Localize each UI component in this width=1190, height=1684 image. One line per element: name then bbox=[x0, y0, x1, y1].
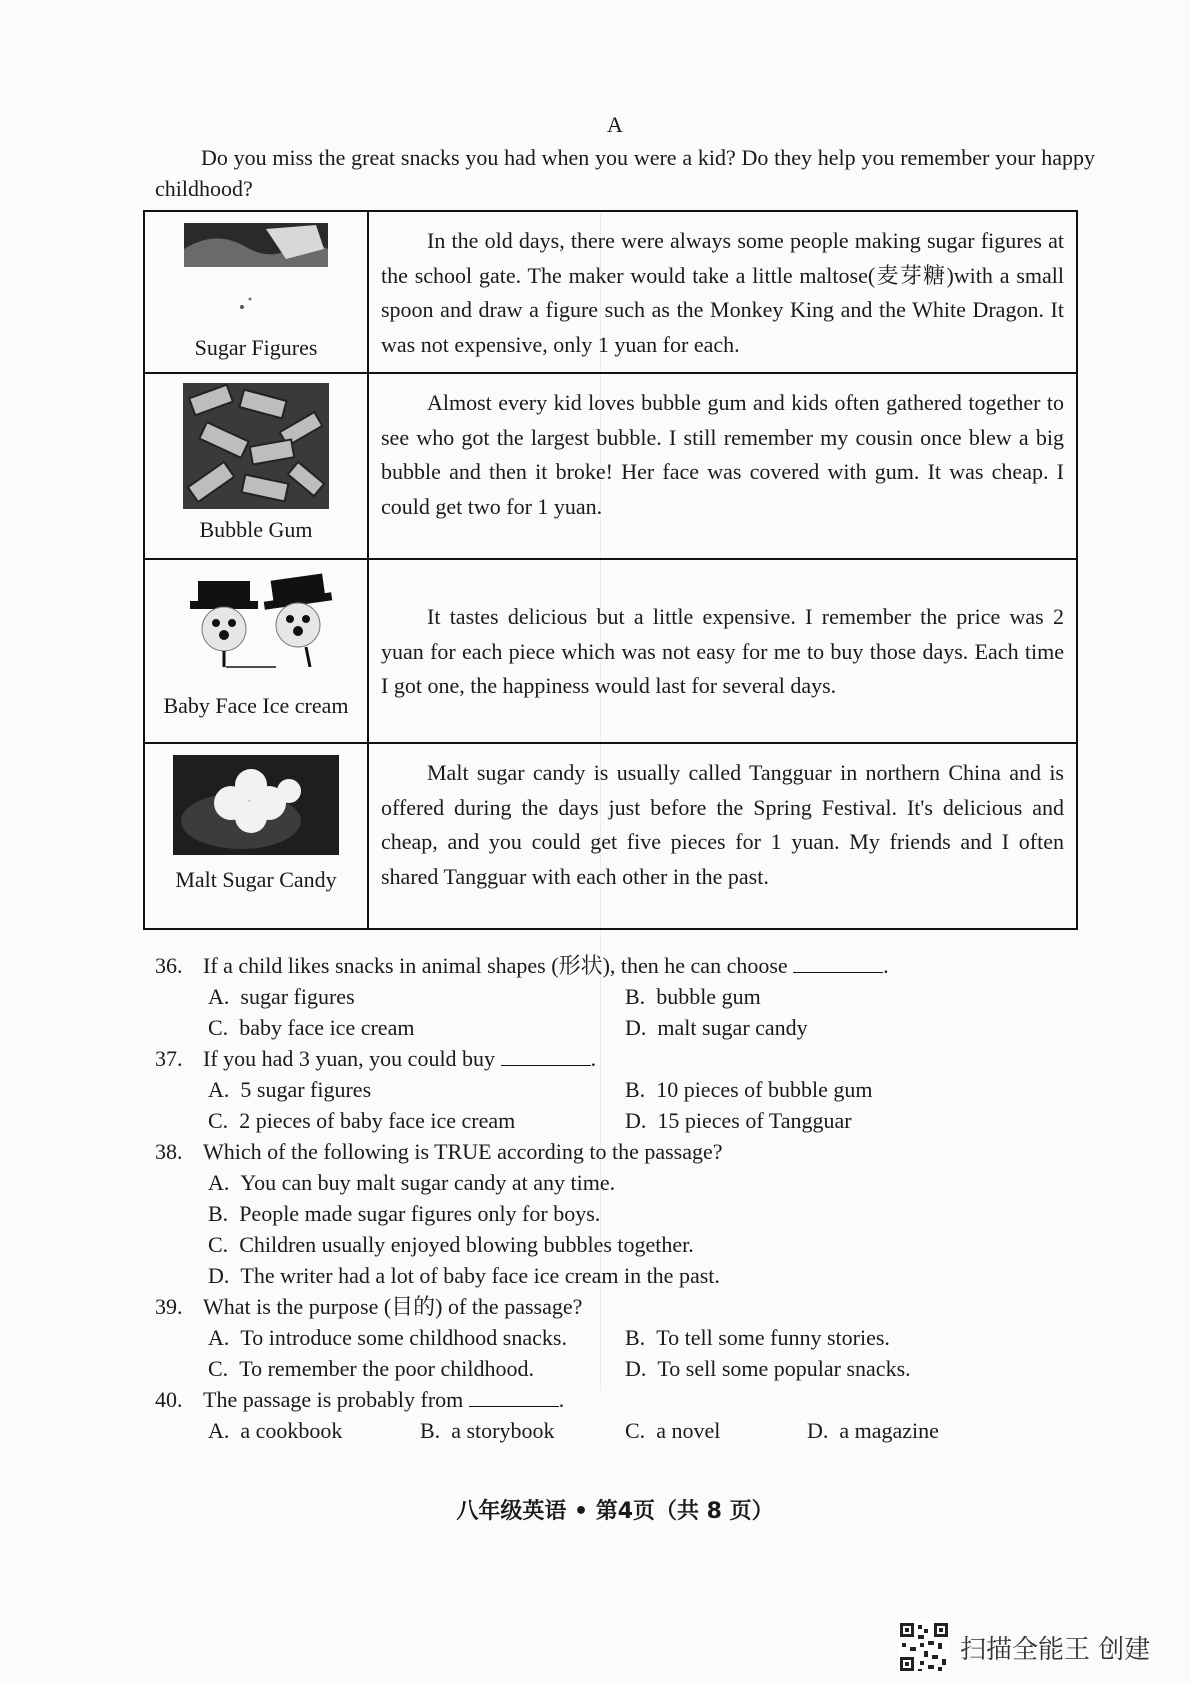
snack-description: In the old days, there were always some people making sugar figures at the school gate. The maker would take a little maltose(麦芽糖)with a small spoon and draw a figure such as the Monkey King and the White Dragon. It was not expensive, only 1 yuan for each. bbox=[368, 211, 1077, 373]
snacks-table bbox=[143, 210, 1078, 930]
option-text: 10 pieces of bubble gum bbox=[656, 1077, 873, 1102]
question-number: 37. bbox=[155, 1046, 183, 1071]
option-text: To tell some funny stories. bbox=[656, 1325, 890, 1350]
option-d[interactable] bbox=[625, 1105, 852, 1136]
question-number: 38. bbox=[155, 1139, 183, 1164]
question-stem: What is the purpose (目的) of the passage? bbox=[203, 1294, 583, 1319]
option-letter: C. bbox=[208, 1015, 229, 1040]
options-row bbox=[155, 1105, 1055, 1136]
malt-sugar-candy-photo-icon bbox=[171, 751, 341, 861]
option-letter: D. bbox=[625, 1108, 647, 1133]
page-footer: 八年级英语 • 第4页（共 8 页） bbox=[456, 1499, 774, 1524]
option-c[interactable] bbox=[625, 1415, 720, 1446]
option-text: a novel bbox=[656, 1418, 721, 1443]
intro-paragraph: Do you miss the great snacks you had when you were a kid? Do they help you remember your happy childhood? bbox=[155, 145, 1095, 201]
scanner-watermark bbox=[898, 1622, 1150, 1672]
snack-description: Malt sugar candy is usually called Tangguar in northern China and is offered during the days just before the Spring Festival. It's delicious and cheap, and you could get five pieces for 1 yuan. My friends and I often shared Tangguar with each other in the past. bbox=[368, 743, 1077, 929]
option-text: 2 pieces of baby face ice cream bbox=[239, 1108, 516, 1133]
option-text: The writer had a lot of baby face ice cream in the past. bbox=[240, 1263, 720, 1288]
question-end: . bbox=[590, 1046, 597, 1071]
answer-blank bbox=[793, 952, 883, 973]
option-letter: A. bbox=[208, 1170, 230, 1195]
option-text: baby face ice cream bbox=[239, 1015, 415, 1040]
option-a[interactable] bbox=[208, 1322, 567, 1353]
option-c[interactable] bbox=[208, 1229, 694, 1260]
options-row bbox=[155, 1260, 1055, 1291]
baby-face-ice-cream-photo-icon bbox=[176, 567, 336, 687]
option-d[interactable] bbox=[625, 1012, 808, 1043]
options-row bbox=[155, 1167, 1055, 1198]
snack-name: Bubble Gum bbox=[199, 517, 313, 542]
table-row bbox=[144, 559, 1077, 743]
answer-blank bbox=[469, 1386, 559, 1407]
option-letter: C. bbox=[208, 1108, 229, 1133]
snack-picture-cell bbox=[144, 559, 368, 743]
snack-picture-cell bbox=[144, 373, 368, 559]
question-36 bbox=[155, 950, 1055, 981]
snack-name: Sugar Figures bbox=[194, 335, 318, 360]
option-text: To sell some popular snacks. bbox=[657, 1356, 911, 1381]
answer-blank bbox=[501, 1045, 591, 1066]
option-b[interactable] bbox=[625, 981, 761, 1012]
option-d[interactable] bbox=[208, 1260, 720, 1291]
snack-name: Malt Sugar Candy bbox=[175, 867, 337, 892]
option-text: bubble gum bbox=[656, 984, 761, 1009]
option-text: You can buy malt sugar candy at any time. bbox=[240, 1170, 616, 1195]
option-letter: C. bbox=[208, 1356, 229, 1381]
option-text: malt sugar candy bbox=[657, 1015, 808, 1040]
options-row bbox=[155, 1198, 1055, 1229]
question-stem: Which of the following is TRUE according to the passage? bbox=[203, 1139, 723, 1164]
option-text: People made sugar figures only for boys. bbox=[239, 1201, 601, 1226]
question-stem-line bbox=[203, 1043, 596, 1074]
option-a[interactable] bbox=[208, 981, 355, 1012]
option-letter: D. bbox=[625, 1356, 647, 1381]
qr-code-icon bbox=[898, 1621, 950, 1673]
question-38 bbox=[155, 1136, 1055, 1167]
question-stem: If a child likes snacks in animal shapes (形状), then he can choose bbox=[203, 953, 788, 978]
table-row bbox=[144, 373, 1077, 559]
option-b[interactable] bbox=[625, 1322, 890, 1353]
options-row bbox=[155, 1322, 1055, 1353]
option-d[interactable] bbox=[807, 1415, 939, 1446]
sugar-figure-photo-icon bbox=[176, 219, 336, 329]
options-row bbox=[155, 1229, 1055, 1260]
option-d[interactable] bbox=[625, 1353, 911, 1384]
table-row bbox=[144, 743, 1077, 929]
question-number: 39. bbox=[155, 1294, 183, 1319]
questions-section bbox=[155, 950, 1055, 1446]
option-c[interactable] bbox=[208, 1353, 534, 1384]
option-letter: A. bbox=[208, 984, 230, 1009]
option-letter: D. bbox=[625, 1015, 647, 1040]
option-b[interactable] bbox=[420, 1415, 554, 1446]
option-letter: A. bbox=[208, 1325, 230, 1350]
question-end: . bbox=[883, 953, 889, 978]
question-end: . bbox=[558, 1387, 565, 1412]
table-row bbox=[144, 211, 1077, 373]
option-letter: B. bbox=[625, 1077, 646, 1102]
question-number: 36. bbox=[155, 953, 183, 978]
option-a[interactable] bbox=[208, 1167, 615, 1198]
options-row bbox=[155, 1012, 1055, 1043]
option-text: 15 pieces of Tangguar bbox=[657, 1108, 852, 1133]
option-text: To introduce some childhood snacks. bbox=[240, 1325, 567, 1350]
option-c[interactable] bbox=[208, 1105, 515, 1136]
option-c[interactable] bbox=[208, 1012, 414, 1043]
option-letter: B. bbox=[625, 984, 646, 1009]
snack-name: Baby Face Ice cream bbox=[163, 693, 349, 718]
question-39 bbox=[155, 1291, 1055, 1322]
watermark-text: 扫描全能王 创建 bbox=[960, 1634, 1151, 1665]
option-letter: B. bbox=[625, 1325, 646, 1350]
snack-picture-cell bbox=[144, 211, 368, 373]
question-37 bbox=[155, 1043, 1055, 1074]
snack-picture-cell bbox=[144, 743, 368, 929]
option-letter: A. bbox=[208, 1077, 230, 1102]
option-text: Children usually enjoyed blowing bubbles together. bbox=[239, 1232, 694, 1257]
bubble-gum-photo-icon bbox=[181, 381, 331, 511]
option-text: a storybook bbox=[451, 1418, 555, 1443]
option-a[interactable] bbox=[208, 1415, 342, 1446]
options-row bbox=[155, 981, 1055, 1012]
options-row bbox=[155, 1415, 1055, 1446]
option-text: To remember the poor childhood. bbox=[239, 1356, 534, 1381]
option-letter: D. bbox=[807, 1418, 829, 1443]
option-letter: B. bbox=[420, 1418, 441, 1443]
snack-description: It tastes delicious but a little expensive. I remember the price was 2 yuan for each piece which was not easy for me to buy those days. Each time I got one, the happiness would last for several days. bbox=[368, 559, 1077, 743]
option-text: sugar figures bbox=[240, 984, 355, 1009]
option-text: a cookbook bbox=[240, 1418, 343, 1443]
option-text: 5 sugar figures bbox=[240, 1077, 372, 1102]
option-text: a magazine bbox=[839, 1418, 939, 1443]
option-b[interactable] bbox=[625, 1074, 872, 1105]
question-stem: If you had 3 yuan, you could buy bbox=[203, 1046, 496, 1071]
question-stem: The passage is probably from bbox=[203, 1387, 464, 1412]
option-letter: D. bbox=[208, 1263, 230, 1288]
option-b[interactable] bbox=[208, 1198, 600, 1229]
question-stem-line bbox=[203, 950, 889, 981]
option-letter: C. bbox=[625, 1418, 646, 1443]
section-heading: A bbox=[607, 112, 623, 137]
option-letter: A. bbox=[208, 1418, 230, 1443]
question-40 bbox=[155, 1384, 1055, 1415]
question-number: 40. bbox=[155, 1387, 183, 1412]
options-row bbox=[155, 1074, 1055, 1105]
option-a[interactable] bbox=[208, 1074, 371, 1105]
snack-description: Almost every kid loves bubble gum and kids often gathered together to see who got the largest bubble. I still remember my cousin once blew a big bubble and then it broke! Her face was covered with gum. It was cheap. I could get two for 1 yuan. bbox=[368, 373, 1077, 559]
options-row bbox=[155, 1353, 1055, 1384]
option-letter: B. bbox=[208, 1201, 229, 1226]
question-stem-line bbox=[203, 1384, 564, 1415]
option-letter: C. bbox=[208, 1232, 229, 1257]
